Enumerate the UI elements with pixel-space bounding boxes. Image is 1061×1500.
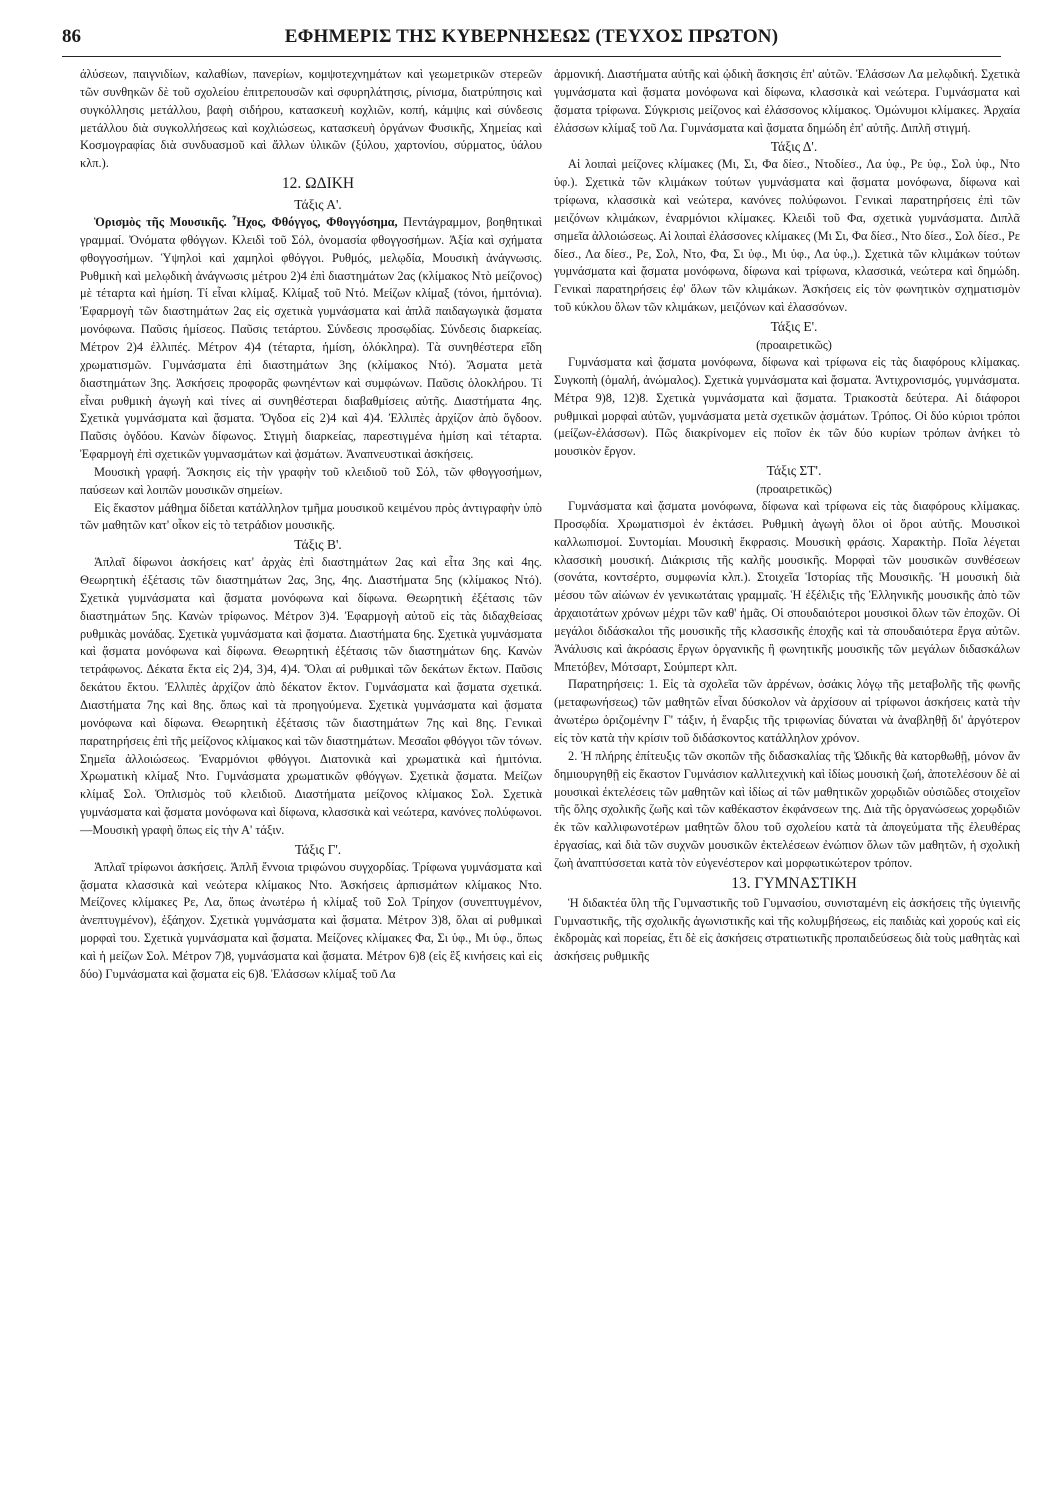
class-a-lead: Ὁρισμὸς τῆς Μουσικῆς. Ἦχος, Φθόγγος, Φθογγόσημα, [94,215,398,230]
section-12-heading: 12. ΩΔΙΚΗ [281,175,355,193]
section-13-heading: 13. ΓΥΜΝΑΣΤΙΚΗ [731,874,857,892]
class-b-heading: Τάξις Β'. [294,537,342,553]
class-a-body: Πεντάγραμμον, βοηθητικαὶ γραμμαί. Ὀνόματα φθόγγων. Κλειδὶ τοῦ Σόλ, ὀνομασία φθογγοσήμων. Ἀξία καὶ σχήματα φθογγοσήμων. Ὑψηλοὶ καὶ χαμηλοὶ φθόγγοι. Ρυθμός, μελῳδία, Μουσικὴ ἀνάγνωσις. Ρυθμικὴ καὶ μελῳδικὴ ἀνάγνωσις μέτρου 2)4 ἐπὶ διαστημάτων 2ας (κλίμακος Ντὸ μείζονος) μὲ τέταρτα καὶ ἡμίση. Τί εἶναι κλίμαξ. Κλίμαξ τοῦ Ντό. Μείζων κλίμαξ (τόνοι, ἡμιτόνια). Ἐφαρμογὴ τῶν διαστημάτων 2ας εἰς σχετικὰ γυμνάσματα καὶ ἁπλᾶ παιδαγωγικὰ ᾄσματα μονόφωνα. Παῦσις ἡμίσεος. Παῦσις τετάρτου. Σύνδεσις προσῳδίας. Σύνδεσις διαρκείας. Μέτρον 2)4 ἐλλιπές. Μέτρον 4)4 (τέταρτα, ἡμίση, ὁλόκληρα). Τὰ συνηθέστερα εἴδη χρωματισμῶν. Γυμνάσματα ἐπὶ διαστημάτων 3ης (κλίμακος Ντό). Ἄσματα μετὰ διαστημάτων 3ης. Ἀσκήσεις προφορᾶς φωνηέντων καὶ συμφώνων. Παῦσις ὁλοκλήρου. Τί εἶναι ρυθμικὴ ἀγωγὴ καὶ τίνες αἱ συνηθέστεραι διαβαθμίσεις αὐτῆς. Διαστήματα 4ης. Σχετικὰ γυμνάσματα καὶ ᾄσματα. Ὄγδοα εἰς 2)4 καὶ 4)4. Ἐλλιπὲς ἀρχίζον ἀπὸ ὄγδοον. Παῦσις ὀγδόου. Κανὼν δίφωνος. Στιγμὴ διαρκείας, παρεστιγμένα ἡμίση καὶ τέταρτα. Ἐφαρμογὴ ἐπὶ σχετικῶν γυμνασμάτων καὶ ᾀσμάτων. Ἀναπνευστικαὶ ἀσκήσεις. [80,215,542,462]
intro-paragraph: άλύσεων, παιγνιδίων, καλαθίων, πανερίων, κομψοτεχνημάτων καὶ γεωμετρικῶν στερεῶν τῶν συνθηκῶν δὲ τοῦ σχολείου ἐπιτρεπουσῶν καὶ σφυρηλάτησις, ρίνισμα, διατρύπησις καὶ συγκόλλησις μετάλλου, βαφὴ σιδήρου, κατασκευὴ κοχλιῶν, κοπή, κάμψις καὶ σύνδεσις μετάλλου διὰ συγκολλήσεως καὶ κοχλιώσεως, κατασκευὴ ὀργάνων Φυσικῆς, Χημείας καὶ Κοσμογραφίας διὰ συνδυασμοῦ καὶ ἄλλων ὑλικῶν (ξύλου, χαρτονίου, σύρματος, ὑάλου κλπ.). [80,67,542,171]
class-d-paragraph: Αἱ λοιπαὶ μείζονες κλίμακες (Μι, Σι, Φα δίεσ., Ντοδίεσ., Λα ὑφ., Ρε ὑφ., Σολ ὑφ., Ντο ὑφ.). Σχετικὰ τῶν κλιμάκων τούτων γυμνάσματα καὶ ᾄσματα μονόφωνα, δίφωνα καὶ τρίφωνα, κλασσικὰ καὶ νεώτερα, κανόνες πολύφωνοι. Γενικαὶ παρατηρήσεις ἐπὶ τῶν μειζόνων κλιμάκων, ἐναρμόνιοι κλίμακες. Κλειδὶ τοῦ Φα, σχετικὰ γυμνάσματα. Διπλᾶ σημεῖα ἀλλοιώσεως. Αἱ λοιπαὶ ἐλάσσονες κλίμακες (Μι Σι, Φα δίεσ., Ντο δίεσ., Σολ δίεσ., Ρε δίεσ., Λα δίεσ., Ρε, Σολ, Ντο, Φα, Σι ὑφ., Μι ὑφ., Λα ὑφ.,). Σχετικὰ τῶν κλιμάκων τούτων γυμνάσματα καὶ ᾄσματα μονόφωνα, δίφωνα καὶ τρίφωνα, κλασσικά, νεώτερα καὶ δημώδη. Γενικαὶ παρατηρήσεις ἐφ' ὅλων τῶν κλιμάκων. Ἀσκήσεις εἰς τὸν φωνητικὸν σχηματισμὸν τοῦ κύκλου ὅλων τῶν κλιμάκων, μειζόνων καὶ ἐλασσόνων. [554,157,1020,315]
right-column [554,66,1020,966]
left-column [80,66,542,984]
page-number: 86 [62,26,81,47]
class-f-optional-note: (προαιρετικῶς) [756,482,832,497]
class-e-paragraph: Γυμνάσματα καὶ ᾄσματα μονόφωνα, δίφωνα καὶ τρίφωνα εἰς τὰς διαφόρους κλίμακας. Συγκοπὴ (ὁμαλή, ἀνώμαλος). Σχετικὰ γυμνάσματα καὶ ᾄσματα. Ἀντιχρονισμός, γυμνάσματα. Μέτρα 9)8, 12)8. Σχετικὰ γυμνάσματα καὶ ᾄσματα. Τριακοστὰ δεύτερα. Αἱ διάφοροι ρυθμικαὶ μορφαὶ αὐτῶν, γυμνάσματα μετὰ σχετικῶν ᾀσμάτων. Τρόπος. Οἱ δύο κύριοι τρόποι (μείζων-ἐλάσσων). Πῶς διακρίνομεν εἰς ποῖον ἐκ τῶν δύο κυρίων τρόπων ἀνήκει τὸ μουσικὸν ἔργον. [554,354,1020,459]
class-f-heading: Τάξις ΣΤ'. [766,463,822,479]
music-writing-paragraph: Μουσικὴ γραφή. Ἄσκησις εἰς τὴν γραφὴν τοῦ κλειδιοῦ τοῦ Σόλ, τῶν φθογγοσήμων, παύσεων καὶ λοιπῶν μουσικῶν σημείων. [80,464,542,497]
remarks-paragraph-2: 2. Ἡ πλήρης ἐπίτευξις τῶν σκοπῶν τῆς διδασκαλίας τῆς Ὠδικῆς θὰ κατορθωθῇ, μόνον ἂν δημιουργηθῇ εἰς ἕκαστον Γυμνάσιον καλλιτεχνικὴ καὶ ἰδίως μουσικὴ ζωή, ἀποτελέσουν δὲ αἱ μουσικαὶ ἐκτελέσεις τῶν μαθητῶν καὶ ἰδίως αἱ τῶν μαθητικῶν χορῳδιῶν οὐσιῶδες στοιχεῖον τῆς ὅλης σχολικῆς ζωῆς καὶ τῶν καθέκαστον ἐκφάνσεων της. Διὰ τῆς ὀργανώσεως χορῳδιῶν ἐκ τῶν καλλιφωνοτέρων μαθητῶν ὅλου τοῦ σχολείου κατὰ τὰ ἀπογεύματα τῆς ἐλευθέρας ἐργασίας, καὶ διὰ τῶν συχνῶν μουσικῶν ἐκτελέσεων ἐνώπιον ὅλων τῶν μαθητῶν, ἡ σχολικὴ ζωὴ ἀναπτύσσεται κατὰ τὸν εὐγενέστερον καὶ μορφωτικώτερον τρόπον. [554,748,1020,870]
class-e-heading: Τάξις Ε'. [770,318,818,334]
class-c-heading: Τάξις Γ'. [294,841,342,857]
remarks-paragraph-1: Παρατηρήσεις: 1. Εἰς τὰ σχολεῖα τῶν ἀρρένων, ὁσάκις λόγῳ τῆς μεταβολῆς τῆς φωνῆς (μεταφωνήσεως) τῶν μαθητῶν εἶναι δύσκολον νὰ ἀρχίσουν αἱ τρίφωνοι ἀσκήσεις κατὰ τὴν ἀνωτέρω ὁριζομένην Γ' τάξιν, ἡ ἔναρξις τῆς τριφωνίας δύναται νὰ ἀναβληθῇ δι' ἀργότερον εἰς τὸν κατὰ τὴν κρίσιν τοῦ διδάσκοντος κατάλληλον χρόνον. [554,677,1020,745]
page-header [62,22,1001,57]
class-f-paragraph: Γυμνάσματα καὶ ᾄσματα μονόφωνα, δίφωνα καὶ τρίφωνα εἰς τὰς διαφόρους κλίμακας. Προσῳδία. Χρωματισμοὶ ἐν ἐκτάσει. Ρυθμικὴ ἀγωγὴ ὅλοι οἱ ὅροι αὐτῆς. Μουσικοὶ καλλωπισμοί. Συντομίαι. Μουσικὴ ἔκφρασις. Μουσικὴ φράσις. Χαρακτὴρ. Ποῖα λέγεται κλασσικὴ μουσική. Διάκρισις τῆς καλῆς μουσικῆς. Μορφαὶ τῶν μουσικῶν συνθέσεων (σονάτα, κοντσέρτο, συμφωνία κλπ.). Στοιχεῖα Ἱστορίας τῆς Μουσικῆς. Ἡ μουσικὴ διὰ μέσου τῶν αἰώνων ἐν γενικωτάταις γραμμαῖς. Ἡ ἐξέλιξις τῆς Ἑλληνικῆς μουσικῆς ἀπὸ τῶν ἀρχαιοτάτων χρόνων μέχρι τῶν καθ' ἡμᾶς. Οἱ σπουδαιότεροι μουσικοὶ ὅλων τῶν ἐποχῶν. Οἱ μεγάλοι διδάσκαλοι τῆς μουσικῆς τῆς κλασσικῆς ἐποχῆς καὶ τὰ σπουδαιότερα ἔργα αὐτῶν. Ἀνάλυσις καὶ ἀκρόασις ἔργων ὀργανικῆς ἢ φωνητικῆς μουσικῆς τῶν μεγάλων διδασκάλων Μπετόβεν, Μότσαρτ, Σούμπερτ κλπ. [554,499,1020,674]
class-b-paragraph: Ἁπλαῖ δίφωνοι ἀσκήσεις κατ' ἀρχὰς ἐπὶ διαστημάτων 2ας καὶ εἶτα 3ης καὶ 4ης. Θεωρητικὴ ἐξέτασις τῶν διαστημάτων 2ας, 3ης, 4ης. Διαστήματα 5ης (κλίμακος Ντό). Σχετικὰ γυμνάσματα καὶ ᾄσματα μονόφωνα καὶ δίφωνα. Θεωρητικὴ ἐξέτασις τῶν διαστημάτων 5ης. Κανὼν τρίφωνος. Μέτρον 3)4. Ἐφαρμογὴ αὐτοῦ εἰς τὰς διδαχθείσας ρυθμικὰς μονάδας. Σχετικὰ γυμνάσματα καὶ ᾄσματα. Διαστήματα 6ης. Σχετικὰ γυμνάσματα καὶ ᾄσματα μονόφωνα καὶ δίφωνα. Θεωρητικὴ ἐξέτασις τῶν διαστημάτων 6ης. Κανὼν τετράφωνος. Δέκατα ἕκτα εἰς 2)4, 3)4, 4)4. Ὅλαι αἱ ρυθμικαὶ τῶν δεκάτων ἕκτων. Παῦσις δεκάτου ἕκτου. Ἐλλιπὲς ἀρχίζον ἀπὸ δέκατον ἕκτον. Γυμνάσματα καὶ ᾄσματα σχετικά. Διαστήματα 7ης καὶ 8ης. ὅπως καὶ τὰ προηγούμενα. Σχετικὰ γυμνάσματα καὶ ᾄσματα μονόφωνα καὶ δίφωνα. Θεωρητικὴ ἐξέτασις τῶν διαστημάτων 7ης καὶ 8ης. Γενικαὶ παρατηρήσεις ἐπὶ τῆς μείζονος κλίμακος καὶ τῶν διαστημάτων. Μεσαῖοι φθόγγοι τῶν τόνων. Σημεῖα ἀλλοιώσεως. Ἐναρμόνιοι φθόγγοι. Διατονικὰ καὶ χρωματικὰ καὶ ἡμιτόνια. Χρωματικὴ κλίμαξ Ντο. Γυμνάσματα χρωματικῶν φθόγγων. Σχετικὰ ᾄσματα. Μείζων κλίμαξ Σολ. Ὁπλισμὸς τοῦ κλειδιοῦ. Διαστήματα μείζονος κλίμακος Σολ. Σχετικὰ γυμνάσματα καὶ ᾄσματα μονόφωνα καὶ δίφωνα, κλασσικὰ καὶ νεώτερα, κανόνες πολύφωνοι.—Μουσικὴ γραφὴ ὅπως εἰς τὴν Α' τάξιν. [80,555,542,837]
class-e-optional-note: (προαιρετικῶς) [756,337,832,352]
gymnastics-paragraph: Ἡ διδακτέα ὕλη τῆς Γυμναστικῆς τοῦ Γυμνασίου, συνισταμένη εἰς ἀσκήσεις τῆς ὑγιεινῆς Γυμναστικῆς, τῆς σχολικῆς ἀγωνιστικῆς καὶ τῆς κολυμβήσεως, εἰς παιδιὰς καὶ χορούς καὶ εἰς ἐκδρομὰς καὶ πορείας, ἔτι δὲ εἰς ἀσκήσεις στρατιωτικῆς προπαιδεύσεως διὰ τοὺς μαθητὰς καὶ ἀσκήσεις ρυθμικῆς [554,895,1020,964]
class-d-heading: Τάξις Δ'. [770,139,818,155]
class-a-heading: Τάξις Α'. [294,197,342,213]
running-title: ΕΦΗΜΕΡΙΣ ΤΗΣ ΚΥΒΕΡΝΗΣΕΩΣ (ΤΕΥΧΟΣ ΠΡΩΤΟΝ) [284,26,779,47]
class-a-paragraph [80,214,542,464]
continuation-paragraph: ἁρμονική. Διαστήματα αὐτῆς καὶ ᾠδικὴ ἄσκησις ἐπ' αὐτῶν. Ἐλάσσων Λα μελῳδική. Σχετικὰ γυμνάσματα καὶ ᾄσματα μονόφωνα καὶ δίφωνα, κλασσικὰ καὶ νεώτερα. Γυμνάσματα καὶ ᾄσματα τρίφωνα. Σύγκρισις μείζονος καὶ ἐλάσσονος κλίμακος. Ὁμώνυμοι κλίμακες. Ἀρχαία ἐλάσσων κλίμαξ τοῦ Λα. Γυμνάσματα καὶ ᾄσματα δημώδη ἐπ' αὐτῆς. Διπλῆ στιγμή. [554,67,1020,135]
class-c-paragraph: Ἁπλαῖ τρίφωνοι ἀσκήσεις. Ἁπλῆ ἔννοια τριφώνου συγχορδίας. Τρίφωνα γυμνάσματα καὶ ᾄσματα κλασσικὰ καὶ νεώτερα κλίμακος Ντο. Ἀσκήσεις ἀρπισμάτων κλίμακος Ντο. Μείζονες κλίμακες Ρε, Λα, ὅπως ἀνωτέρω ἡ κλίμαξ τοῦ Σολ Τρίηχον (συνεπτυγμένον, ἀνεπτυγμένον), ἑξάηχον. Σχετικὰ γυμνάσματα καὶ ᾄσματα. Μέτρον 3)8, ὅλαι αἱ ρυθμικαὶ μορφαὶ του. Σχετικὰ γυμνάσματα καὶ ᾄσματα. Μείζονες κλίμακες Φα, Σι ὑφ., Μι ὑφ., ὅπως καὶ ἡ μείζων Σολ. Μέτρον 7)8, γυμνάσματα καὶ ᾄσματα. Μέτρον 6)8 (εἰς ἓξ κινήσεις καὶ εἰς δύο) Γυμνάσματα καὶ ᾄσματα εἰς 6)8. Ἐλάσσων κλίμαξ τοῦ Λα [80,859,542,981]
homework-paragraph: Εἰς ἕκαστον μάθημα δίδεται κατάλληλον τμῆμα μουσικοῦ κειμένου πρὸς ἀντιγραφὴν ὑπὸ τῶν μαθητῶν κατ' οἶκον εἰς τὸ τετράδιον μουσικῆς. [80,500,542,533]
